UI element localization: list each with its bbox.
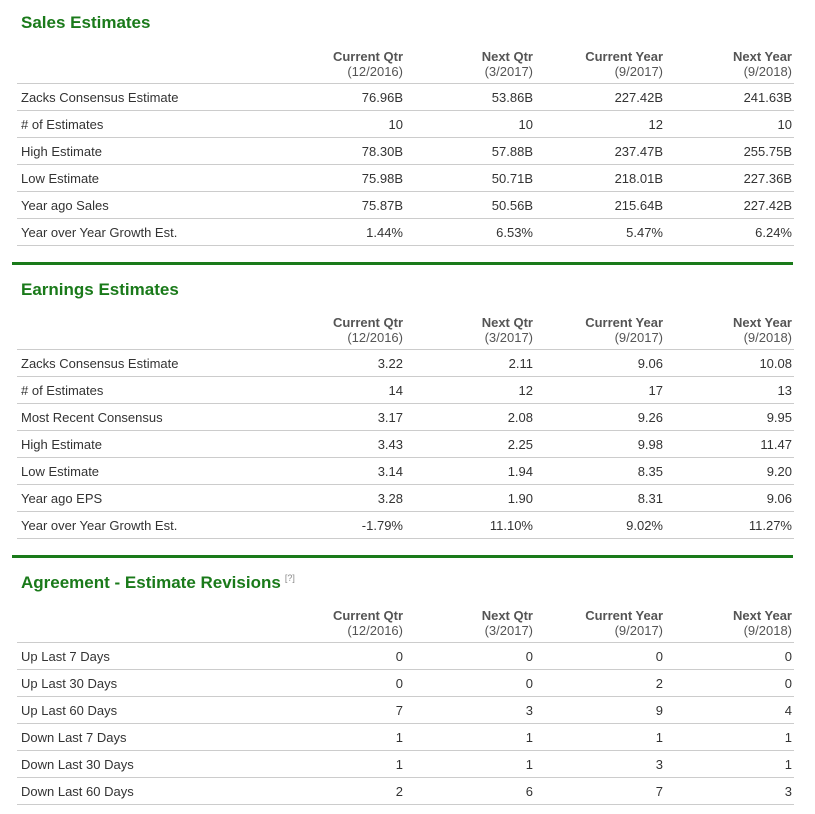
- table-row: [17, 458, 794, 485]
- table-cell: 3.28: [317, 485, 405, 512]
- table-cell: 9.26: [535, 404, 665, 431]
- row-label: Down Last 60 Days: [17, 778, 317, 805]
- table-cell: 1: [665, 724, 794, 751]
- estimate-revisions-table: [17, 608, 794, 805]
- table-cell: 2.25: [405, 431, 535, 458]
- table-cell: 75.98B: [317, 165, 405, 192]
- table-cell: 12: [535, 111, 665, 138]
- table-cell: 237.47B: [535, 138, 665, 165]
- table-row: [17, 778, 794, 805]
- table-cell: 255.75B: [665, 138, 794, 165]
- table-row: [17, 643, 794, 670]
- row-label: Zacks Consensus Estimate: [17, 350, 317, 377]
- column-header-label: Current Qtr: [332, 315, 403, 330]
- column-header-period: (9/2017): [614, 623, 663, 638]
- column-header-period: (9/2017): [614, 330, 663, 345]
- row-label: Most Recent Consensus: [17, 404, 317, 431]
- table-cell: 3: [665, 778, 794, 805]
- column-header: [665, 315, 794, 350]
- table-header-row: [17, 608, 794, 643]
- table-row: [17, 670, 794, 697]
- table-cell: 78.30B: [317, 138, 405, 165]
- row-label-header: [17, 315, 317, 350]
- table-cell: 0: [535, 643, 665, 670]
- row-label: Up Last 7 Days: [17, 643, 317, 670]
- column-header: [535, 315, 665, 350]
- table-cell: 0: [665, 643, 794, 670]
- table-cell: 10: [665, 111, 794, 138]
- column-header-period: (9/2018): [743, 64, 792, 79]
- table-cell: 6: [405, 778, 535, 805]
- column-header-period: (12/2016): [347, 64, 403, 79]
- row-label: Down Last 30 Days: [17, 751, 317, 778]
- earnings-estimates-table: [17, 315, 794, 539]
- column-header-period: (3/2017): [484, 330, 533, 345]
- table-cell: 1: [405, 724, 535, 751]
- table-cell: 215.64B: [535, 192, 665, 219]
- column-header-label: Next Qtr: [481, 315, 533, 330]
- column-header: [405, 608, 535, 643]
- table-cell: 9.02%: [535, 512, 665, 539]
- column-header-label: Current Qtr: [332, 608, 403, 623]
- row-label: Year ago Sales: [17, 192, 317, 219]
- sales-estimates-table: [17, 49, 794, 246]
- table-row: [17, 350, 794, 377]
- column-header-period: (9/2017): [614, 64, 663, 79]
- section-divider: [12, 262, 793, 265]
- table-cell: 76.96B: [317, 84, 405, 111]
- table-row: [17, 724, 794, 751]
- column-header: [317, 315, 405, 350]
- row-label: Year over Year Growth Est.: [17, 512, 317, 539]
- table-cell: 9.20: [665, 458, 794, 485]
- column-header-label: Current Qtr: [332, 49, 403, 64]
- row-label: Up Last 30 Days: [17, 670, 317, 697]
- row-label: Year ago EPS: [17, 485, 317, 512]
- column-header: [317, 608, 405, 643]
- table-row: [17, 404, 794, 431]
- table-cell: 9: [535, 697, 665, 724]
- table-cell: 50.56B: [405, 192, 535, 219]
- table-cell: 218.01B: [535, 165, 665, 192]
- table-row: [17, 111, 794, 138]
- table-cell: 1.44%: [317, 219, 405, 246]
- column-header-label: Current Year: [585, 315, 663, 330]
- table-cell: 1: [535, 724, 665, 751]
- table-cell: 1: [317, 724, 405, 751]
- section-divider: [12, 555, 793, 558]
- column-header-label: Next Qtr: [481, 608, 533, 623]
- table-cell: 3.14: [317, 458, 405, 485]
- column-header-period: (3/2017): [484, 64, 533, 79]
- table-cell: 10: [317, 111, 405, 138]
- column-header-label: Next Qtr: [481, 49, 533, 64]
- column-header: [535, 49, 665, 84]
- table-cell: 1.90: [405, 485, 535, 512]
- table-row: [17, 697, 794, 724]
- table-row: [17, 138, 794, 165]
- table-cell: 241.63B: [665, 84, 794, 111]
- help-link[interactable]: [?]: [284, 573, 295, 584]
- table-cell: 227.42B: [665, 192, 794, 219]
- table-cell: 0: [317, 643, 405, 670]
- table-row: [17, 751, 794, 778]
- table-cell: 3: [535, 751, 665, 778]
- row-label: Zacks Consensus Estimate: [17, 84, 317, 111]
- column-header-label: Next Year: [732, 315, 792, 330]
- table-cell: 9.06: [665, 485, 794, 512]
- table-cell: 8.35: [535, 458, 665, 485]
- estimate-revisions-title: [21, 573, 295, 593]
- table-row: [17, 431, 794, 458]
- table-cell: 3: [405, 697, 535, 724]
- column-header-period: (9/2018): [743, 330, 792, 345]
- row-label: Up Last 60 Days: [17, 697, 317, 724]
- column-header: [665, 608, 794, 643]
- table-cell: 0: [405, 670, 535, 697]
- estimate-revisions-title-text: Agreement - Estimate Revisions: [21, 573, 281, 592]
- column-header-period: (12/2016): [347, 623, 403, 638]
- table-cell: 9.95: [665, 404, 794, 431]
- table-header-row: [17, 49, 794, 84]
- table-cell: 50.71B: [405, 165, 535, 192]
- row-label: Low Estimate: [17, 458, 317, 485]
- table-cell: 11.27%: [665, 512, 794, 539]
- row-label: # of Estimates: [17, 377, 317, 404]
- row-label: Down Last 7 Days: [17, 724, 317, 751]
- table-row: [17, 84, 794, 111]
- table-cell: 1: [665, 751, 794, 778]
- table-cell: 3.22: [317, 350, 405, 377]
- column-header: [405, 315, 535, 350]
- row-label: High Estimate: [17, 431, 317, 458]
- table-row: [17, 192, 794, 219]
- column-header-period: (3/2017): [484, 623, 533, 638]
- table-cell: 4: [665, 697, 794, 724]
- table-row: [17, 165, 794, 192]
- column-header-period: (9/2018): [743, 623, 792, 638]
- table-cell: 2.08: [405, 404, 535, 431]
- table-cell: 10.08: [665, 350, 794, 377]
- table-cell: 2: [535, 670, 665, 697]
- row-label: High Estimate: [17, 138, 317, 165]
- table-cell: 8.31: [535, 485, 665, 512]
- table-cell: 11.10%: [405, 512, 535, 539]
- table-header-row: [17, 315, 794, 350]
- column-header: [665, 49, 794, 84]
- table-cell: 13: [665, 377, 794, 404]
- column-header-label: Next Year: [732, 608, 792, 623]
- table-cell: 1: [405, 751, 535, 778]
- table-cell: 227.42B: [535, 84, 665, 111]
- column-header-label: Current Year: [585, 49, 663, 64]
- sales-estimates-title: Sales Estimates: [21, 13, 151, 32]
- table-cell: 1.94: [405, 458, 535, 485]
- row-label-header: [17, 608, 317, 643]
- table-cell: 12: [405, 377, 535, 404]
- table-cell: 2.11: [405, 350, 535, 377]
- table-cell: 7: [535, 778, 665, 805]
- table-cell: 0: [405, 643, 535, 670]
- table-cell: 17: [535, 377, 665, 404]
- row-label: # of Estimates: [17, 111, 317, 138]
- column-header-label: Current Year: [585, 608, 663, 623]
- row-label: Year over Year Growth Est.: [17, 219, 317, 246]
- table-cell: 14: [317, 377, 405, 404]
- table-cell: 53.86B: [405, 84, 535, 111]
- table-cell: 5.47%: [535, 219, 665, 246]
- table-cell: 2: [317, 778, 405, 805]
- table-cell: -1.79%: [317, 512, 405, 539]
- row-label-header: [17, 49, 317, 84]
- table-cell: 11.47: [665, 431, 794, 458]
- column-header-label: Next Year: [732, 49, 792, 64]
- table-cell: 9.06: [535, 350, 665, 377]
- column-header: [317, 49, 405, 84]
- table-cell: 3.17: [317, 404, 405, 431]
- table-row: [17, 377, 794, 404]
- column-header: [535, 608, 665, 643]
- table-cell: 3.43: [317, 431, 405, 458]
- row-label: Low Estimate: [17, 165, 317, 192]
- table-cell: 0: [665, 670, 794, 697]
- table-row: [17, 219, 794, 246]
- table-cell: 227.36B: [665, 165, 794, 192]
- table-cell: 6.24%: [665, 219, 794, 246]
- table-cell: 1: [317, 751, 405, 778]
- table-cell: 57.88B: [405, 138, 535, 165]
- table-row: [17, 512, 794, 539]
- earnings-estimates-title: Earnings Estimates: [21, 280, 179, 299]
- table-cell: 75.87B: [317, 192, 405, 219]
- column-header: [405, 49, 535, 84]
- table-cell: 7: [317, 697, 405, 724]
- table-row: [17, 485, 794, 512]
- table-cell: 10: [405, 111, 535, 138]
- table-cell: 6.53%: [405, 219, 535, 246]
- table-cell: 9.98: [535, 431, 665, 458]
- table-cell: 0: [317, 670, 405, 697]
- column-header-period: (12/2016): [347, 330, 403, 345]
